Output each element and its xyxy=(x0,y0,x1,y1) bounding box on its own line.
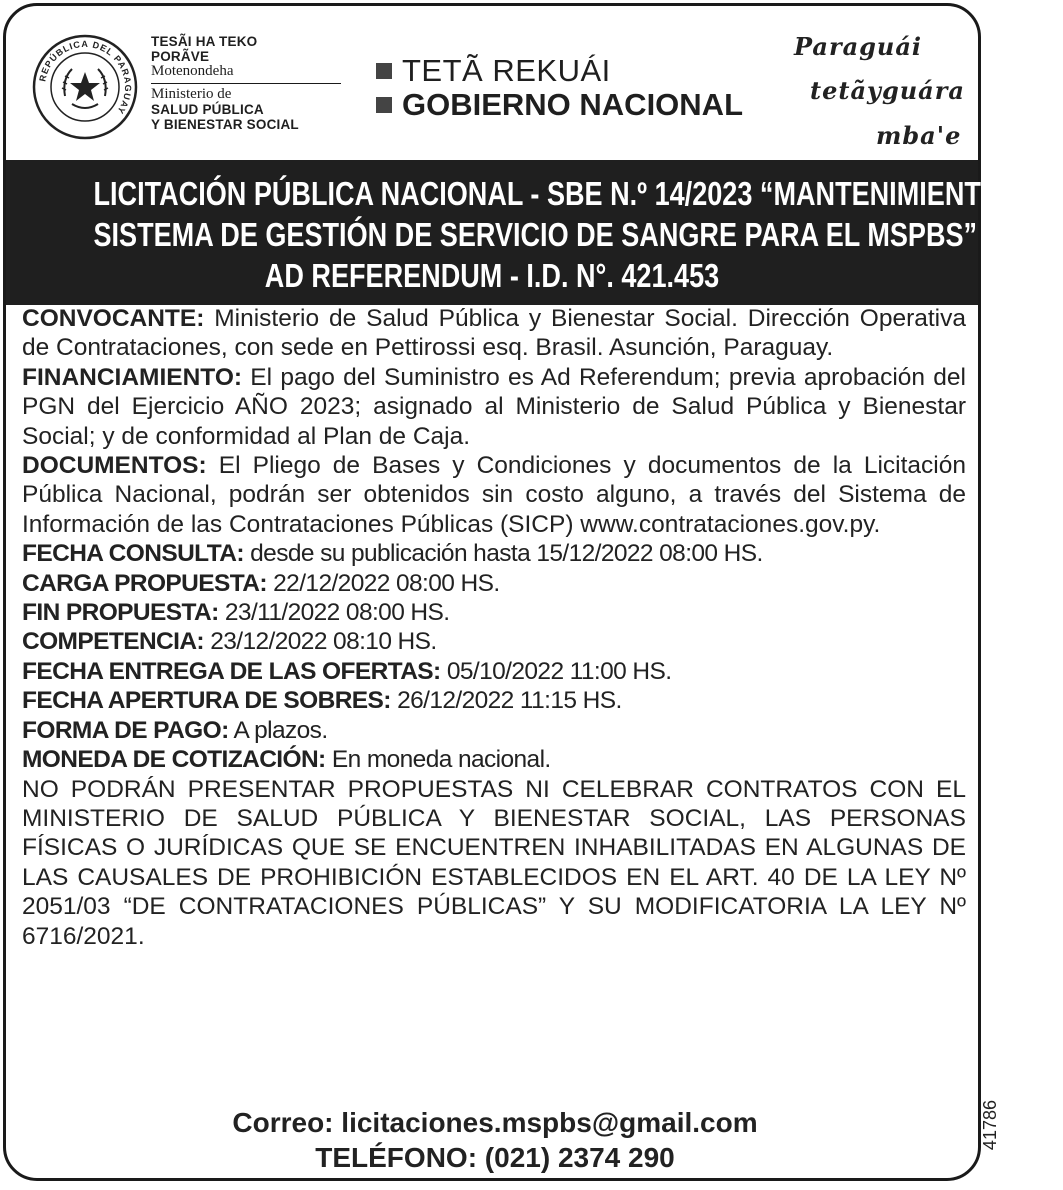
competencia-label: COMPETENCIA: xyxy=(22,628,204,656)
convocante-label: CONVOCANTE: xyxy=(22,305,205,332)
gov-line-2: GOBIERNO NACIONAL xyxy=(402,87,743,122)
square-bullet-icon xyxy=(376,97,392,113)
ministry-line-3: Motenondeha xyxy=(151,63,234,79)
carga-propuesta-row xyxy=(22,569,966,598)
moneda-row xyxy=(22,745,966,774)
ministry-line-1: TESÃI HA TEKO xyxy=(151,34,258,49)
fecha-apertura-row xyxy=(22,686,966,715)
government-label xyxy=(376,54,743,122)
forma-pago-value: A plazos. xyxy=(233,716,328,744)
fecha-consulta-label: FECHA CONSULTA: xyxy=(22,540,244,568)
fecha-consulta-row xyxy=(22,539,966,568)
ministry-name xyxy=(151,34,356,132)
title-line-2: SISTEMA DE GESTIÓN DE SERVICIO DE SANGRE PARA EL MSPBS” – xyxy=(93,216,1000,253)
ad-code: 41786 xyxy=(980,1100,1000,1151)
contact-phone: TELÉFONO: (021) 2374 290 xyxy=(315,1142,675,1173)
ministry-line-2: PORÃVE xyxy=(151,49,210,64)
forma-pago-label: FORMA DE PAGO: xyxy=(22,716,229,744)
title-line-1: LICITACIÓN PÚBLICA NACIONAL - SBE N.º 14/2023 “MANTENIMIENTO DEL xyxy=(93,175,1063,212)
financiamiento-label: FINANCIAMIENTO: xyxy=(22,363,243,391)
seal-text: REPÚBLICA DEL PARAGUAY xyxy=(37,38,134,117)
ministry-line-5: SALUD PÚBLICA xyxy=(151,102,264,117)
slogan xyxy=(786,26,986,156)
contact-email: Correo: licitaciones.mspbs@gmail.com xyxy=(232,1107,758,1138)
fecha-consulta-value: desde su publicación hasta 15/12/2022 08:00 HS. xyxy=(250,540,763,568)
competencia-row xyxy=(22,627,966,656)
moneda-value: En moneda nacional. xyxy=(331,746,551,774)
carga-propuesta-value: 22/12/2022 08:00 HS. xyxy=(273,569,500,597)
fin-propuesta-value: 23/11/2022 08:00 HS. xyxy=(224,599,450,627)
slogan-line-3: mba'e xyxy=(876,121,962,150)
title-line-3: AD REFERENDUM - I.D. N°. 421.453 xyxy=(264,257,720,294)
financiamiento-paragraph xyxy=(22,363,966,451)
forma-pago-row xyxy=(22,716,966,745)
slogan-line-2: tetãyguára xyxy=(810,76,965,105)
ministry-line-6: Y BIENESTAR SOCIAL xyxy=(151,117,299,132)
fecha-apertura-label: FECHA APERTURA DE SOBRES: xyxy=(22,687,391,715)
documentos-paragraph xyxy=(22,451,966,539)
fecha-entrega-row xyxy=(22,657,966,686)
notice-body xyxy=(22,304,966,951)
slogan-line-1: Paraguái xyxy=(794,32,923,61)
financiamiento-text: El pago del Suministro es Ad Referendum; previa aprobación del PGN del Ejercicio AÑO 2023; asignado al Ministerio de Salud Pública y Bienestar Social; y de conformidad al Plan de Caja. xyxy=(22,363,966,450)
convocante-text: Ministerio de Salud Pública y Bienestar Social. Dirección Operativa de Contrataciones, con sede en Pettirossi esq. Brasil. Asunción, Paraguay. xyxy=(22,305,966,362)
documentos-label: DOCUMENTOS: xyxy=(22,452,207,480)
fin-propuesta-row xyxy=(22,598,966,627)
title-band xyxy=(6,160,1063,305)
moneda-label: MONEDA DE COTIZACIÓN: xyxy=(22,746,326,774)
fecha-entrega-value: 05/10/2022 11:00 HS. xyxy=(446,657,672,685)
competencia-value: 23/12/2022 08:10 HS. xyxy=(210,628,437,656)
fin-propuesta-label: FIN PROPUESTA: xyxy=(22,599,219,627)
ministry-divider xyxy=(151,83,341,84)
prohibition-notice: NO PODRÁN PRESENTAR PROPUESTAS NI CELEBRAR CONTRATOS CON EL MINISTERIO DE SALUD PÚBLICA Y BIENESTAR SOCIAL, LAS PERSONAS FÍSICAS O JURÍDICAS QUE SE ENCUENTREN INHABILITADAS EN ALGUNAS DE LAS CAUSALES DE PROHIBICIÓN ESTABLECIDOS EN EL ART. 40 DE LA LEY Nº 2051/03 “DE CONTRATACIONES PÚBLICAS” Y SU MODIFICATORIA LA LEY Nº 6716/2021. xyxy=(22,775,966,950)
fecha-apertura-value: 26/12/2022 11:15 HS. xyxy=(397,687,622,715)
fecha-entrega-label: FECHA ENTREGA DE LAS OFERTAS: xyxy=(22,657,441,685)
carga-propuesta-label: CARGA PROPUESTA: xyxy=(22,569,267,597)
convocante-paragraph xyxy=(22,304,966,363)
square-bullet-icon xyxy=(376,63,392,79)
header xyxy=(6,6,978,158)
documentos-text: El Pliego de Bases y Condiciones y documentos de la Licitación Pública Nacional, podrán ser obtenidos sin costo alguno, a través del Sistema de Información de las Contrataciones Públicas (SICP) www.contrataciones.gov.py. xyxy=(22,452,966,538)
national-seal-icon xyxy=(32,34,138,140)
ministry-line-4: Ministerio de xyxy=(151,86,232,102)
gov-line-1: TETÃ REKUÁI xyxy=(402,53,611,88)
